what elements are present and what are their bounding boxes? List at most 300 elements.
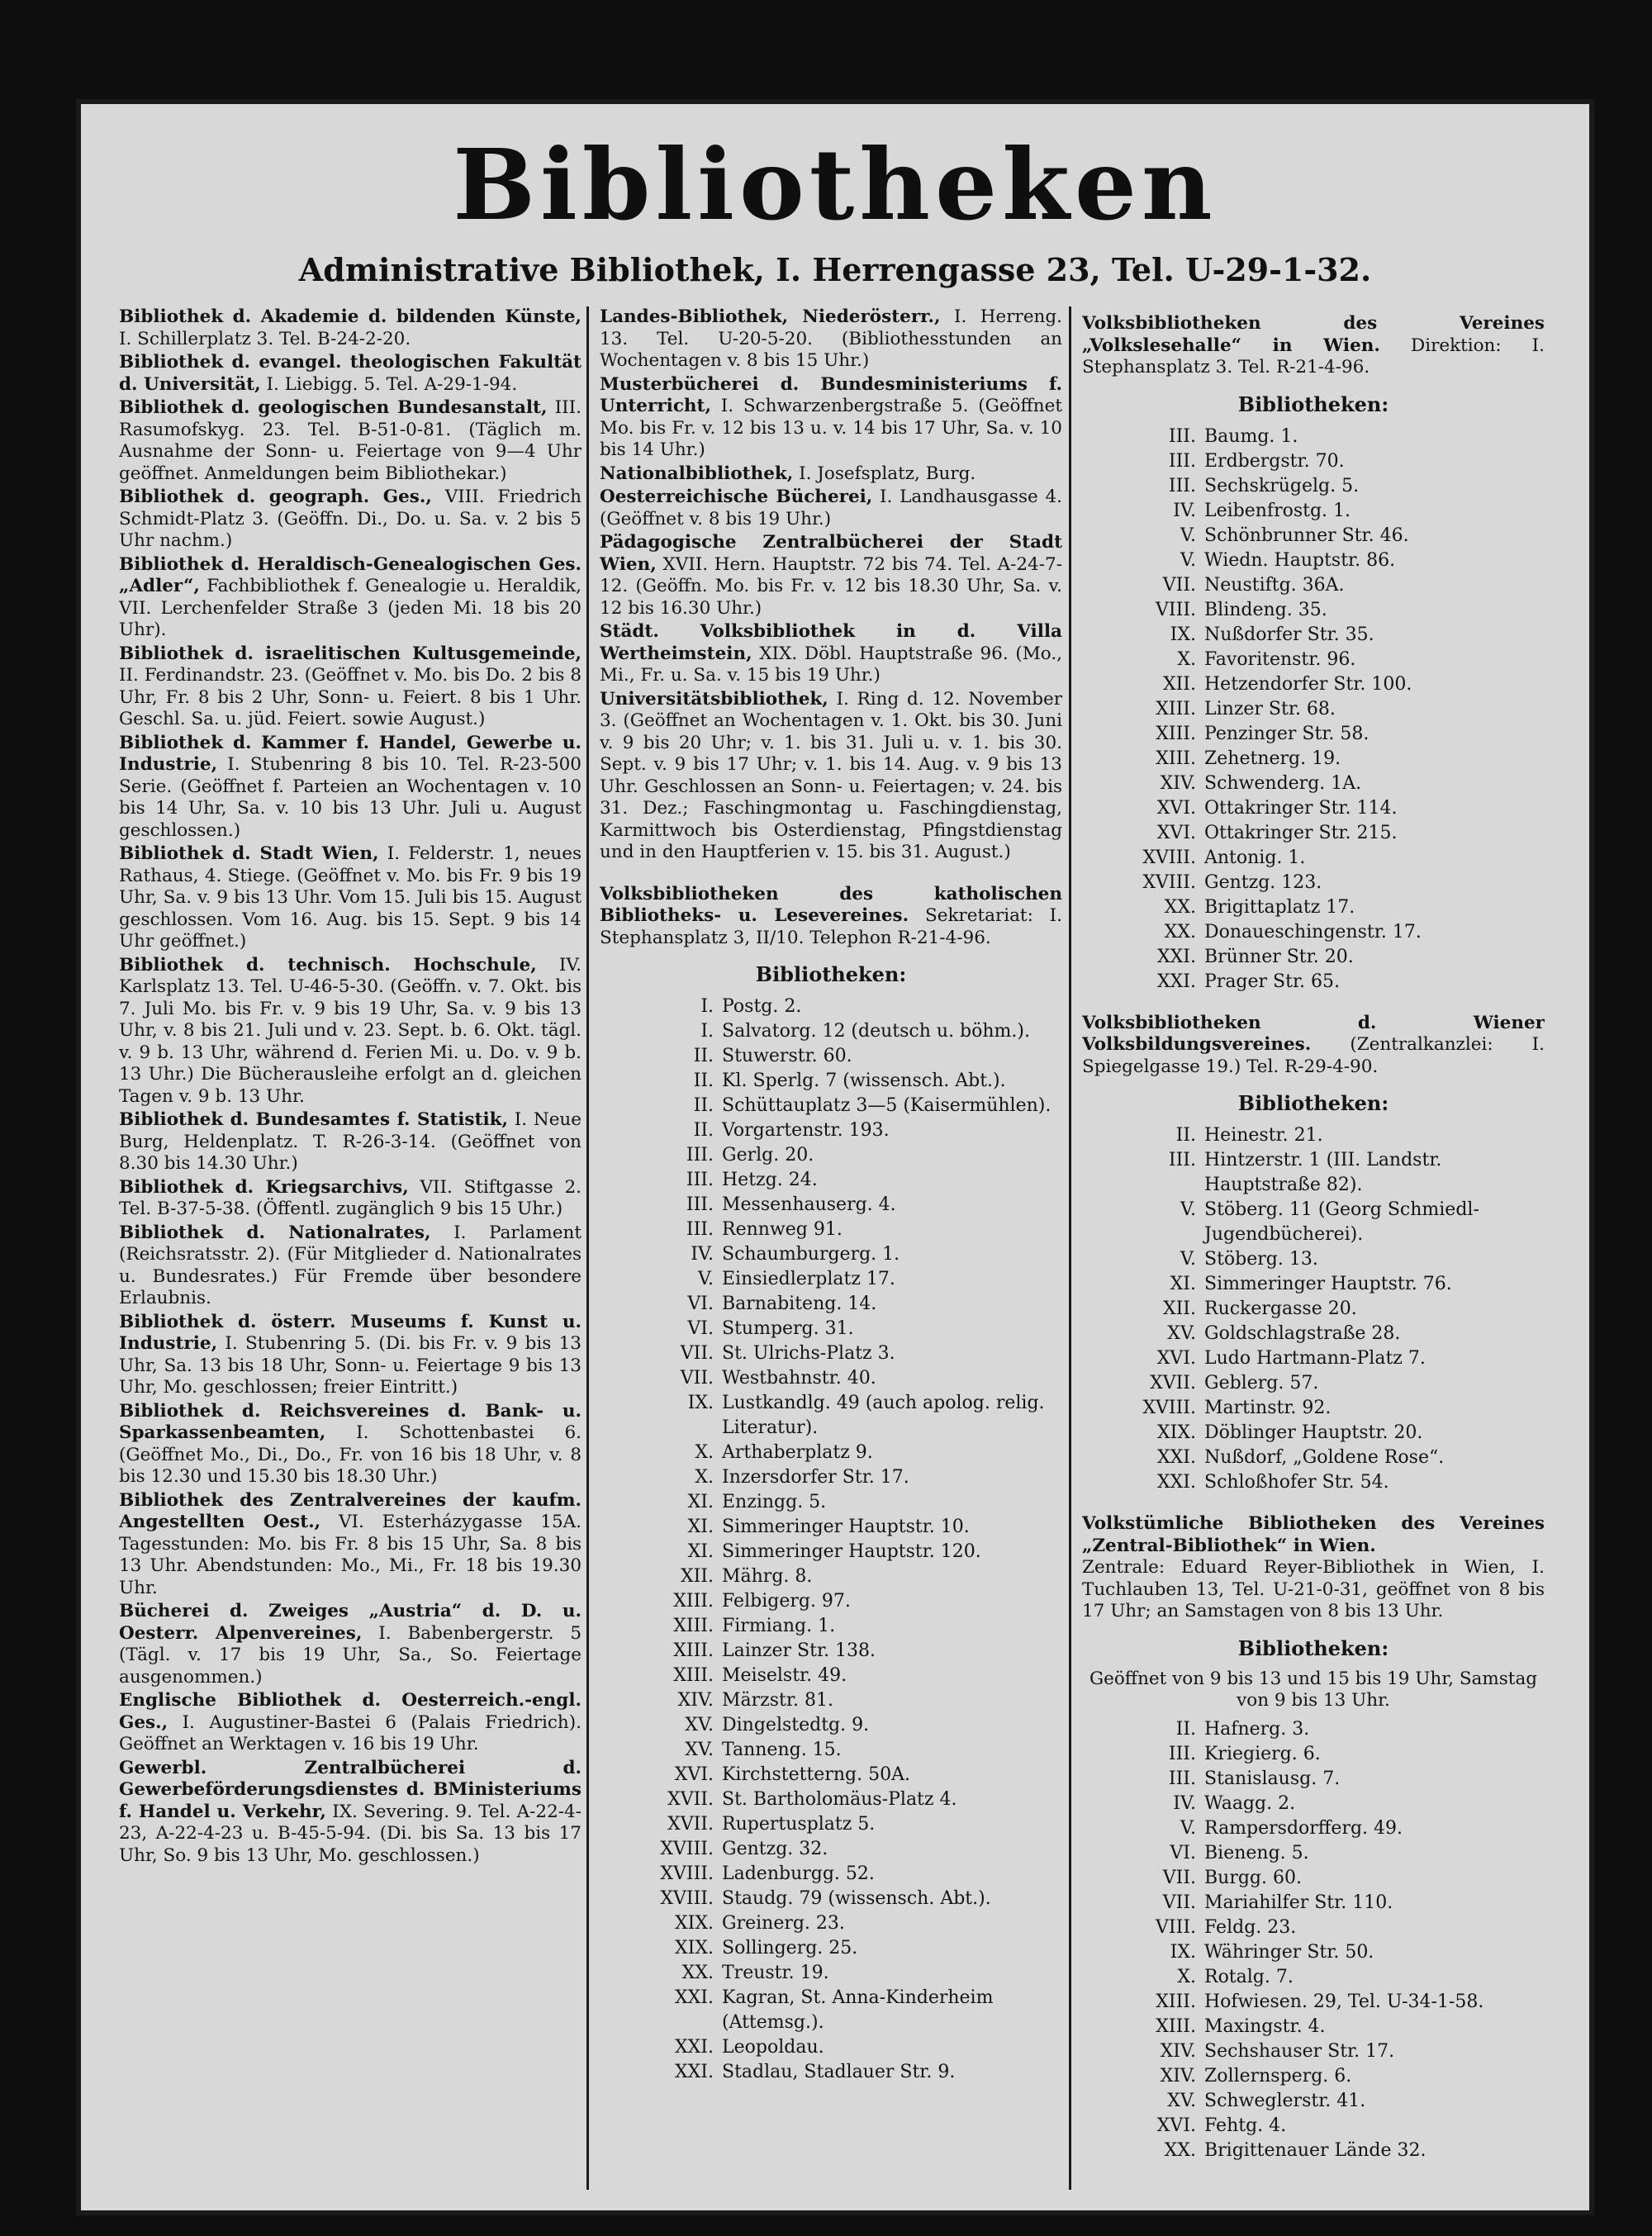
branch-address: Rupertusplatz 5.	[722, 1814, 876, 1835]
branch-row	[600, 1887, 1062, 1911]
library-details: I. Babenbergerstr. 5 (Tägl. v. 17 bis 19 Uhr, Sa., So. Feiertage ausgenommen.)	[119, 1622, 582, 1688]
library-details: Fachbibliothek f. Genealogie u. Heraldik, VII. Lerchenfelder Straße 3 (jeden Mi. 18 bis 20 Uhr).	[119, 576, 582, 640]
district-number: V.	[1180, 549, 1196, 571]
library-name: Bibliothek d. Bundesamtes f. Statistik,	[119, 1109, 509, 1130]
district-number: XXI.	[1156, 946, 1196, 967]
branch-row	[1082, 1940, 1545, 1965]
branch-row	[600, 1094, 1062, 1118]
district-number: XVII.	[1150, 1373, 1196, 1393]
branch-address: Firmiang. 1.	[722, 1616, 836, 1636]
library-entry	[119, 1690, 582, 1756]
district-number: IX.	[1170, 1941, 1196, 1963]
library-details: II. Ferdinandstr. 23. (Geöffnet v. Mo. bis Do. 2 bis 8 Uhr, Fr. 8 bis 2 Uhr, Sonn- u. Feiert. 8 bis 1 Uhr. Geschl. Sa. u. jüd. Feiert. sowie August.)	[119, 665, 582, 729]
branch-row	[1082, 1322, 1545, 1346]
library-entry	[119, 306, 582, 350]
library-entry	[600, 532, 1062, 620]
branch-address: Sechshauser Str. 17.	[1204, 2040, 1395, 2062]
branch-address: Baumg. 1.	[1204, 425, 1298, 447]
library-details: XIX. Döbl. Hauptstraße 96. (Mo., Mi., Fr. u. Sa. v. 15 bis 19 Uhr.)	[600, 643, 1062, 686]
branch-address: Tanneng. 15.	[722, 1740, 842, 1760]
branch-row	[1082, 1990, 1545, 2015]
branch-row	[1082, 1371, 1545, 1396]
library-details: I. Neue Burg, Heldenplatz. T. R-26-3-14. (Geöffnet von 8.30 bis 14.30 Uhr.)	[119, 1109, 582, 1174]
branch-address: Hofwiesen. 29, Tel. U-34-1-58.	[1204, 1991, 1484, 2012]
section-label: Bibliotheken:	[1237, 392, 1389, 416]
branch-row	[600, 1713, 1062, 1738]
district-number: XX.	[1164, 921, 1196, 942]
branch-address: Rotalg. 7.	[1204, 1966, 1294, 1987]
district-number: IX.	[1170, 624, 1196, 645]
library-details: I. Stubenring 5. (Di. bis Fr. v. 9 bis 13 Uhr, Sa. 13 bis 18 Uhr, Sonn- u. Feiertage 9 bis 13 Uhr, Mo. geschlossen; freier Eintritt.)	[119, 1333, 582, 1398]
branch-row	[1082, 1742, 1545, 1767]
library-name: Landes-Bibliothek, Niederösterr.,	[600, 306, 941, 327]
district-number: XIII.	[1156, 698, 1196, 719]
library-details: I. Schillerplatz 3. Tel. B-24-2-20.	[119, 328, 411, 349]
district-number: XV.	[1167, 1323, 1196, 1344]
district-number: XX.	[1164, 896, 1196, 918]
branch-list	[1082, 425, 1545, 995]
library-entry	[1082, 1513, 1545, 1557]
library-name: Bibliothek d. geograph. Ges.,	[119, 487, 432, 507]
branch-address: Favoritenstr. 96.	[1204, 648, 1356, 670]
branch-address: Inzersdorfer Str. 17.	[722, 1467, 909, 1488]
district-number: III.	[686, 1194, 714, 1215]
branch-address: Leibenfrostg. 1.	[1204, 500, 1351, 521]
library-entry	[119, 1758, 582, 1868]
branch-address: Felbigerg. 97.	[722, 1591, 851, 1612]
branch-row	[1082, 548, 1545, 573]
district-number: VII.	[680, 1343, 714, 1364]
info-text: Geöffnet von 9 bis 13 und 15 bis 19 Uhr, Samstag von 9 bis 13 Uhr.	[1089, 1668, 1538, 1711]
library-details: I. Josefsplatz, Burg.	[799, 463, 976, 484]
library-name: Musterbücherei d. Bundesministeriums f. Unterricht,	[600, 373, 1062, 416]
branch-address: Leopoldau.	[722, 2037, 824, 2058]
branch-address: Schweglerstr. 41.	[1204, 2090, 1366, 2111]
district-number: III.	[1168, 1743, 1196, 1764]
district-number: XXI.	[674, 2037, 714, 2058]
branch-address: Enzingg. 5.	[722, 1492, 827, 1512]
district-number: XVIII.	[660, 1888, 714, 1909]
branch-row	[600, 995, 1062, 1019]
branch-row	[1082, 1841, 1545, 1866]
branch-address: Schönbrunner Str. 46.	[1204, 525, 1409, 546]
district-number: VIII.	[1156, 1916, 1196, 1938]
branch-row	[1082, 1767, 1545, 1792]
district-number: XIII.	[673, 1640, 714, 1661]
branch-address: Stöberg. 13.	[1204, 1249, 1318, 1270]
branch-row	[600, 1118, 1062, 1143]
branch-row	[600, 1986, 1062, 2035]
library-entry	[600, 621, 1062, 687]
branch-row	[600, 1911, 1062, 1936]
district-number: I.	[700, 1021, 714, 1042]
newspaper-page	[76, 99, 1594, 2215]
branch-row	[600, 1218, 1062, 1242]
district-number: XIII.	[1156, 1991, 1196, 2012]
branch-row	[1082, 697, 1545, 722]
branch-row	[1082, 1717, 1545, 1742]
branch-address: Brigittaplatz 17.	[1204, 896, 1355, 918]
branch-row	[1082, 672, 1545, 697]
branch-row	[1082, 2039, 1545, 2064]
branch-row	[1082, 771, 1545, 796]
district-number: XIX.	[1156, 1422, 1196, 1443]
library-name: Bibliothek d. Reichsvereines d. Bank- u. Sparkassenbeamten,	[119, 1400, 582, 1443]
branch-address: Hetzendorfer Str. 100.	[1204, 673, 1412, 695]
library-entry	[119, 1177, 582, 1221]
branch-address: Treustr. 19.	[722, 1963, 829, 1983]
library-name: Volksbibliotheken des Vereines „Volkslesehalle“ in Wien.	[1082, 313, 1545, 356]
branch-address: Geblerg. 57.	[1204, 1373, 1319, 1393]
branch-row	[1082, 945, 1545, 970]
library-entry	[119, 955, 582, 1109]
branch-address: Salvatorg. 12 (deutsch u. böhm.).	[722, 1021, 1030, 1042]
district-number: XIV.	[1160, 2065, 1196, 2086]
branch-row	[600, 1837, 1062, 1862]
library-name: Oesterreichische Bücherei,	[600, 487, 873, 507]
branch-row	[1082, 895, 1545, 920]
library-details: Direktion: I. Stephansplatz 3. Tel. R-21-4-96.	[1082, 335, 1545, 377]
page-title: Bibliotheken	[453, 127, 1218, 242]
library-name: Bibliothek d. Nationalrates,	[119, 1222, 431, 1243]
district-number: XIV.	[1160, 2040, 1196, 2062]
branch-address: Schaumburgerg. 1.	[722, 1244, 900, 1265]
branch-address: Waagg. 2.	[1204, 1792, 1296, 1814]
branch-address: Mährg. 8.	[722, 1566, 813, 1587]
branch-address: Gentzg. 123.	[1204, 871, 1322, 893]
branch-row	[1082, 425, 1545, 449]
library-details: I. Herreng. 13. Tel. U-20-5-20. (Bibliothesstunden an Wochentagen v. 8 bis 15 Uhr.)	[600, 306, 1062, 371]
branch-row	[1082, 1396, 1545, 1421]
district-number: XVI.	[1156, 797, 1196, 819]
library-entry	[1082, 313, 1545, 379]
branch-address: Ottakringer Str. 114.	[1204, 797, 1398, 819]
branch-row	[1082, 598, 1545, 623]
library-entry	[600, 306, 1062, 373]
library-entry	[119, 397, 582, 485]
branch-address: Wiedn. Hauptstr. 86.	[1204, 549, 1396, 571]
library-details: I. Landhausgasse 4. (Geöffnet v. 8 bis 19 Uhr.)	[600, 487, 1062, 529]
district-number: VI.	[687, 1294, 714, 1314]
branch-row	[1082, 1148, 1545, 1198]
library-name: Pädagogische Zentralbücherei der Stadt Wien,	[600, 532, 1062, 575]
library-name: Städt. Volksbibliothek in d. Villa Wertheimstein,	[600, 621, 1062, 664]
district-number: XVIII.	[660, 1839, 714, 1859]
branch-row	[600, 1763, 1062, 1787]
branch-address: Penzinger Str. 58.	[1204, 723, 1370, 744]
branch-row	[600, 1639, 1062, 1664]
library-details: VI. Esterházygasse 15A. Tagesstunden: Mo. bis Fr. 8 bis 15 Uhr, Sa. 8 bis 13 Uhr. Abendstunden: Mo., Mi., Fr. 18 bis 19.30 Uhr.	[119, 1512, 582, 1598]
branch-row	[600, 1738, 1062, 1763]
branch-row	[1082, 474, 1545, 499]
branch-address: Schwenderg. 1A.	[1204, 772, 1362, 794]
district-number: XII.	[1162, 673, 1196, 695]
district-number: XV.	[1167, 2090, 1196, 2111]
library-details: I. Stubenring 8 bis 10. Tel. R-23-500 Serie. (Geöffnet f. Parteien an Wochentagen v. 10 bis 14 Uhr, Sa. v. 10 bis 13 Uhr. Juli u. August geschlossen.)	[119, 754, 582, 841]
info-text: Zentrale: Eduard Reyer-Bibliothek in Wien, I. Tuchlauben 13, Tel. U-21-0-31, geöffnet von 8 bis 17 Uhr; an Samstagen von 8 bis 13 Uhr.	[1082, 1557, 1545, 1621]
branch-row	[1082, 524, 1545, 548]
branch-address: Märzstr. 81.	[722, 1690, 833, 1711]
branch-address: Kl. Sperlg. 7 (wissensch. Abt.).	[722, 1071, 1006, 1091]
branch-row	[1082, 747, 1545, 771]
branch-row	[600, 1069, 1062, 1094]
library-name: Bücherei d. Zweiges „Austria“ d. D. u. Oesterr. Alpenvereines,	[119, 1601, 582, 1644]
library-entry	[1082, 1013, 1545, 1079]
branch-address: Simmeringer Hauptstr. 76.	[1204, 1274, 1452, 1294]
branch-row	[1082, 1346, 1545, 1371]
branch-address: Stanislausg. 7.	[1204, 1768, 1341, 1789]
branch-address: Brigittenauer Lände 32.	[1204, 2139, 1427, 2161]
district-number: XI.	[1170, 1274, 1196, 1294]
district-number: III.	[686, 1170, 714, 1190]
branch-row	[1082, 1965, 1545, 1990]
district-number: XVI.	[674, 1764, 714, 1785]
branch-row	[600, 1589, 1062, 1614]
district-number: IX.	[687, 1393, 714, 1413]
branch-address: Fehtg. 4.	[1204, 2115, 1287, 2136]
district-number: V.	[1180, 1249, 1196, 1270]
district-number: III.	[1168, 425, 1196, 447]
library-entry	[119, 1109, 582, 1175]
branch-address: Goldschlagstraße 28.	[1204, 1323, 1401, 1344]
column-1	[119, 306, 582, 2198]
branch-row	[600, 1441, 1062, 1465]
branch-address: Linzer Str. 68.	[1204, 698, 1336, 719]
branch-address: Ludo Hartmann-Platz 7.	[1204, 1348, 1426, 1369]
library-name: Bibliothek d. österr. Museums f. Kunst u. Industrie,	[119, 1311, 582, 1354]
branch-address: Westbahnstr. 40.	[722, 1368, 876, 1389]
branch-row	[600, 1044, 1062, 1069]
district-number: XVII.	[667, 1789, 714, 1810]
district-number: V.	[697, 1269, 714, 1289]
district-number: VI.	[1170, 1842, 1196, 1863]
branch-row	[600, 1267, 1062, 1292]
branch-address: Dingelstedtg. 9.	[722, 1715, 870, 1735]
branch-row	[600, 1614, 1062, 1639]
branch-address: Messenhauserg. 4.	[722, 1194, 896, 1215]
district-number: XIII.	[1156, 748, 1196, 769]
branch-row	[1082, 2114, 1545, 2139]
branch-row	[600, 1812, 1062, 1837]
district-number: II.	[693, 1095, 714, 1116]
library-entry	[119, 554, 582, 642]
branch-row	[1082, 2064, 1545, 2089]
section-label: Bibliotheken:	[1237, 1635, 1389, 1660]
branch-row	[600, 1143, 1062, 1168]
branch-address: Gerlg. 20.	[722, 1145, 814, 1165]
branch-row	[1082, 920, 1545, 945]
branch-address: Arthaberplatz 9.	[722, 1442, 873, 1463]
branch-row	[1082, 449, 1545, 474]
district-number: XXI.	[1156, 1472, 1196, 1493]
branch-row	[1082, 796, 1545, 821]
branch-row	[1082, 1247, 1545, 1272]
district-number: II.	[693, 1071, 714, 1091]
library-entry	[119, 843, 582, 953]
library-details: (Zentralkanzlei: I. Spiegelgasse 19.) Tel. R-29-4-90.	[1082, 1034, 1545, 1077]
library-entry	[600, 374, 1062, 462]
district-number: XIX.	[674, 1938, 714, 1958]
district-number: XVIII.	[1142, 871, 1196, 893]
district-number: XIV.	[1160, 772, 1196, 794]
library-name: Gewerbl. Zentralbücherei d. Gewerbeförderungsdienstes d. BMinisteriums f. Handel u. Verkehr,	[119, 1757, 582, 1822]
library-name: Bibliothek des Zentralvereines der kaufm. Angestellten Oest.,	[119, 1489, 582, 1532]
branch-row	[1082, 1123, 1545, 1148]
branch-address: Hafnerg. 3.	[1204, 1718, 1310, 1740]
branch-address: Ottakringer Str. 215.	[1204, 822, 1398, 843]
branch-address: Rennweg 91.	[722, 1219, 843, 1240]
branch-row	[600, 1490, 1062, 1515]
library-entry	[119, 1601, 582, 1688]
branch-row	[1082, 970, 1545, 995]
branch-address: Rampersdorfferg. 49.	[1204, 1817, 1403, 1839]
district-number: VII.	[1162, 1867, 1196, 1888]
branch-address: Mariahilfer Str. 110.	[1204, 1892, 1393, 1913]
library-name: Bibliothek d. technisch. Hochschule,	[119, 954, 537, 976]
branch-address: Barnabiteng. 14.	[722, 1294, 877, 1314]
branch-row	[600, 1242, 1062, 1267]
district-number: I.	[700, 996, 714, 1017]
branch-address: Nußdorfer Str. 35.	[1204, 624, 1374, 645]
branch-address: Erdbergstr. 70.	[1204, 450, 1345, 472]
branch-address: St. Ulrichs-Platz 3.	[722, 1343, 895, 1364]
library-details: I. Liebigg. 5. Tel. A-29-1-94.	[266, 373, 518, 395]
branch-row	[1082, 2139, 1545, 2163]
library-details: I. Schwarzenbergstraße 5. (Geöffnet Mo. bis Fr. v. 12 bis 13 u. v. 14 bis 17 Uhr, Sa. v. 10 bis 14 Uhr.)	[600, 396, 1062, 460]
column-rule	[586, 306, 589, 2190]
branch-address: Ladenburgg. 52.	[722, 1863, 875, 1884]
library-name: Universitätsbibliothek,	[600, 688, 828, 710]
district-number: XI.	[687, 1541, 714, 1562]
library-name: Volksbibliotheken d. Wiener Volksbildungsvereines.	[1082, 1012, 1545, 1055]
library-entry	[600, 884, 1062, 950]
district-number: V.	[1180, 1817, 1196, 1839]
library-details: XVII. Hern. Hauptstr. 72 bis 74. Tel. A-24-7-12. (Geöffn. Mo. bis Fr. v. 12 bis 18.30 Uhr, Sa. v. 12 bis 16.30 Uhr.)	[600, 553, 1062, 619]
library-name: Volksbibliotheken des katholischen Bibliotheks- u. Lesevereines.	[600, 883, 1062, 926]
district-number: XII.	[1162, 1298, 1196, 1319]
district-number: XI.	[687, 1517, 714, 1537]
district-number: III.	[1168, 475, 1196, 496]
branch-row	[1082, 2089, 1545, 2114]
district-number: XX.	[681, 1963, 714, 1983]
branch-address: Martinstr. 92.	[1204, 1398, 1332, 1418]
library-name: Bibliothek d. israelitischen Kultusgemeinde,	[119, 643, 582, 664]
district-number: III.	[686, 1145, 714, 1165]
district-number: II.	[1175, 1125, 1196, 1146]
library-details: I. Parlament (Reichsratsstr. 2). (Für Mitglieder d. Nationalrates u. Bundesrates.) Für Fremde über besondere Erlaubnis.	[119, 1222, 582, 1308]
library-details: IV. Karlsplatz 13. Tel. U-46-5-30. (Geöffn. v. 7. Okt. bis 7. Juli Mo. bis Fr. v. 9 bis 19 Uhr, Sa. v. 9 bis 13 Uhr, v. 8 bis 21. Juli und v. 23. Sept. b. 6. Okt. tägl. v. 9 b. 13 Uhr, während d. Ferien Mi. u. Do. v. 9 b. 13 Uhr.) Die Bücherausleihe erfolgt an d. gleichen Tagen v. 9 b. 13 Uhr.	[119, 954, 582, 1107]
library-entry	[119, 1490, 582, 1600]
branch-address: Antonig. 1.	[1204, 847, 1306, 868]
branch-row	[600, 1787, 1062, 1812]
column-2	[600, 306, 1062, 2198]
branch-row	[600, 1341, 1062, 1366]
district-number: XVIII.	[1142, 847, 1196, 868]
district-number: XIII.	[673, 1665, 714, 1686]
branch-address: Maxingstr. 4.	[1204, 2015, 1326, 2037]
branch-row	[1082, 623, 1545, 648]
library-name: Bibliothek d. Kriegsarchivs,	[119, 1176, 409, 1198]
library-details: Sekretariat: I. Stephansplatz 3, II/10. Telephon R-21-4-96.	[600, 905, 1062, 948]
district-number: XIII.	[673, 1616, 714, 1636]
branch-row	[600, 1317, 1062, 1341]
branch-row	[1082, 1421, 1545, 1446]
district-number: XVI.	[1156, 1348, 1196, 1369]
branch-address: Zollernsperg. 6.	[1204, 2065, 1352, 2086]
branch-address: Zehetnerg. 19.	[1204, 748, 1341, 769]
library-details: III. Rasumofskyg. 23. Tel. B-51-0-81. (Täglich m. Ausnahme der Sonn- u. Feiertage von 9—4 Uhr geöffnet. Anmeldungen beim Bibliothekar.)	[119, 397, 582, 484]
district-number: XX.	[1164, 2139, 1196, 2161]
branch-row	[600, 1961, 1062, 1986]
branch-row	[1082, 2015, 1545, 2039]
branch-address: Nußdorf, „Goldene Rose“.	[1204, 1447, 1445, 1468]
library-entry	[600, 487, 1062, 530]
district-number: XI.	[687, 1492, 714, 1512]
branch-address: Schüttauplatz 3—5 (Kaisermühlen).	[722, 1095, 1051, 1116]
district-number: XIX.	[674, 1913, 714, 1934]
district-number: X.	[695, 1467, 714, 1488]
library-details: VIII. Friedrich Schmidt-Platz 3. (Geöffn. Di., Do. u. Sa. v. 2 bis 5 Uhr nachm.)	[119, 487, 582, 551]
branch-list	[1082, 1717, 1545, 2163]
district-number: VI.	[687, 1318, 714, 1339]
branch-row	[600, 1515, 1062, 1540]
branch-address: Kirchstetterng. 50A.	[722, 1764, 910, 1785]
branch-list	[1082, 1123, 1545, 1495]
branch-row	[1082, 1470, 1545, 1495]
district-number: III.	[686, 1219, 714, 1240]
branch-row	[600, 1465, 1062, 1490]
branch-row	[1082, 1816, 1545, 1841]
library-entry	[119, 352, 582, 396]
branch-address: Simmeringer Hauptstr. 10.	[722, 1517, 970, 1537]
library-entry	[119, 487, 582, 553]
branch-address: Burgg. 60.	[1204, 1867, 1302, 1888]
district-number: XXI.	[674, 2062, 714, 2082]
branch-row	[1082, 821, 1545, 846]
branch-address: Kagran, St. Anna-Kinderheim (Attemsg.).	[722, 1987, 994, 2033]
district-number: XV.	[685, 1715, 714, 1735]
branch-address: Hetzg. 24.	[722, 1170, 818, 1190]
branch-address: Döblinger Hauptstr. 20.	[1204, 1422, 1423, 1443]
district-number: XXI.	[1156, 971, 1196, 992]
branch-row	[600, 1564, 1062, 1589]
branch-row	[1082, 573, 1545, 598]
library-name: Volkstümliche Bibliotheken des Vereines „Zentral-Bibliothek“ in Wien.	[1082, 1513, 1545, 1556]
branch-row	[600, 1862, 1062, 1887]
column-3	[1082, 306, 1545, 2198]
library-details: I. Augustiner-Bastei 6 (Palais Friedrich). Geöffnet an Werktagen v. 16 bis 19 Uhr.	[119, 1711, 582, 1754]
page-subtitle: Administrative Bibliothek, I. Herrengasse 23, Tel. U-29-1-32.	[298, 251, 1372, 288]
branch-address: Prager Str. 65.	[1204, 971, 1341, 992]
branch-address: Heinestr. 21.	[1204, 1125, 1323, 1146]
branch-address: Meiselstr. 49.	[722, 1665, 847, 1686]
district-number: VII.	[1162, 1892, 1196, 1913]
branch-address: Stöberg. 11 (Georg Schmiedl-Jugendbücherei).	[1204, 1199, 1479, 1245]
district-number: III.	[1168, 450, 1196, 472]
library-name: Bibliothek d. geologischen Bundesanstalt,	[119, 397, 548, 418]
branch-row	[1082, 1198, 1545, 1247]
section-label: Bibliotheken:	[755, 962, 907, 986]
library-details: I. Ring d. 12. November 3. (Geöffnet an Wochentagen v. 1. Okt. bis 30. Juni v. 9 bis 20 Uhr; v. 1. bis 31. Juli u. v. 1. bis 30. Sept. v. 9 bis 17 Uhr; v. 1. bis 14. Aug. v. 9 bis 13 Uhr. Geschlossen an Sonn- u. Feiertagen; v. 24. bis 31. Dez.; Faschingmontag u. Faschingdienstag, Karmittwoch bis Osterdienstag, Pfingstdienstag und in den Hauptferien v. 15. bis 31. August.)	[600, 688, 1062, 862]
branch-address: Neustiftg. 36A.	[1204, 574, 1345, 596]
library-entry	[600, 463, 1062, 486]
branch-row	[1082, 1446, 1545, 1470]
branch-address: Sollingerg. 25.	[722, 1938, 858, 1958]
district-number: III.	[1168, 1150, 1196, 1170]
library-entry	[600, 689, 1062, 864]
branch-address: Stuwerstr. 60.	[722, 1046, 852, 1066]
library-details: I. Felderstr. 1, neues Rathaus, 4. Stiege. (Geöffnet v. Mo. bis Fr. 9 bis 19 Uhr, Sa. v. 9 bis 13 Uhr. Vom 15. Juli bis 15. August geschlossen. Vom 16. Aug. bis 15. Sept. 9 bis 14 Uhr geöffnet.)	[119, 843, 582, 952]
